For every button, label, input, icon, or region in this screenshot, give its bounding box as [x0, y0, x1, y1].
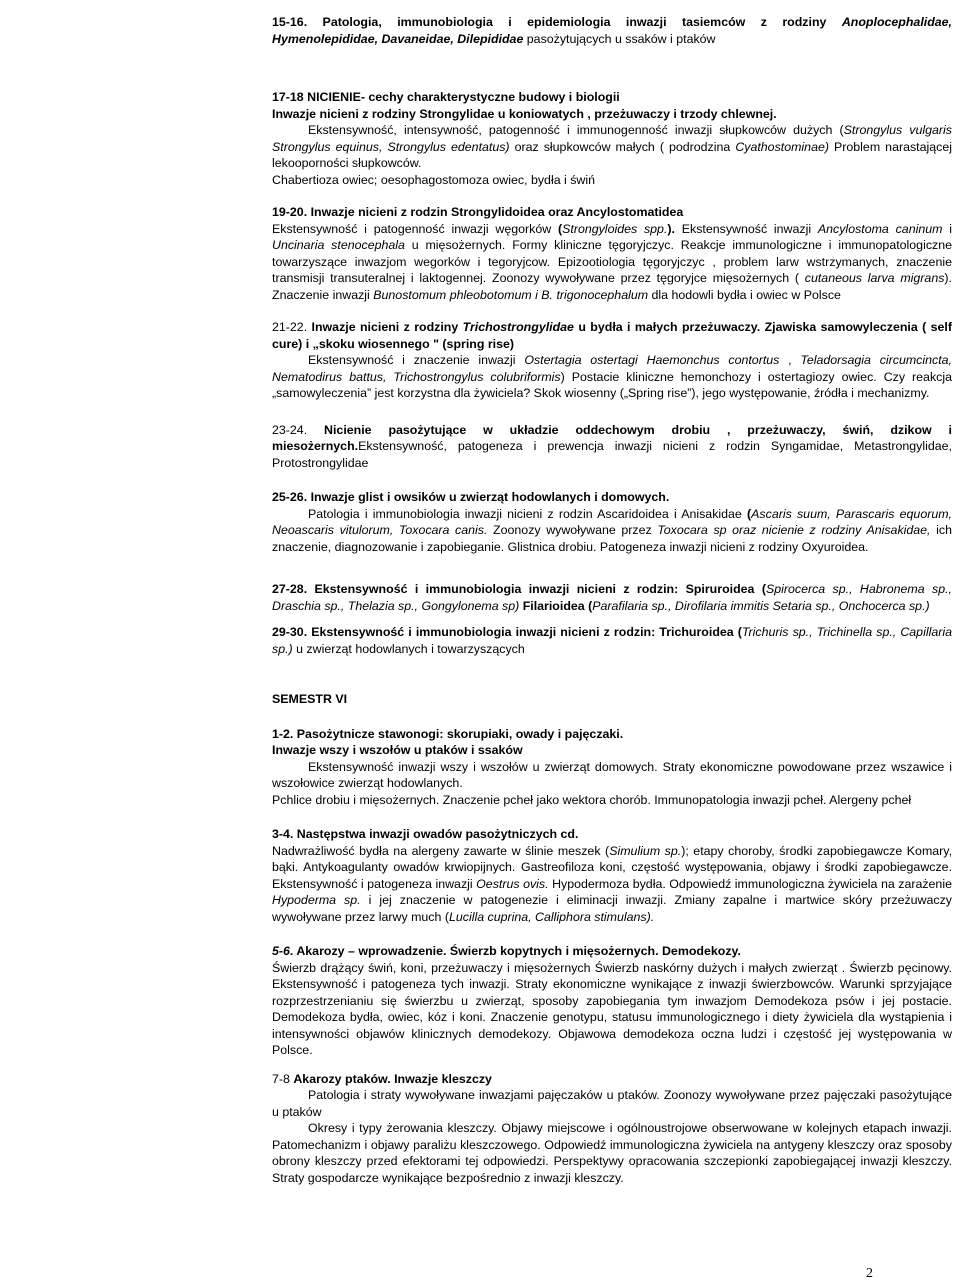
section-sem: [272, 691, 952, 708]
text-run: cutaneous larva migrans: [804, 271, 945, 285]
text-run: Ekstensywność i znaczenie inwazji: [308, 353, 525, 367]
text-run: Inwazje wszy i wszołów u ptaków i ssaków: [272, 743, 523, 757]
paragraph: [272, 960, 952, 1059]
paragraph: [272, 624, 952, 657]
section-s3: [272, 826, 952, 925]
text-run: 29-30. Ekstensywność i immunobiologia inwazji nicieni z rodzin: Trichuroidea (: [272, 625, 742, 639]
text-run: ); etapy choroby, środki zapobiegawcze Komary, bąki. Antykoagulanty owadów krwiopijnych. Gastreofiloza koni, częstość występowania, objawy i środki zapobiegawcze. Ekstensywność i patogeneza inwazji: [272, 843, 953, 891]
paragraph: [272, 204, 952, 221]
section-s27: [272, 581, 952, 614]
text-run: Oestrus ovis.: [476, 876, 549, 891]
text-run: Trichostrongylidae: [462, 320, 574, 334]
text-run: Hypoderma sp.: [272, 893, 361, 907]
text-run: Hypodermoza bydła. Odpowiedź immunologiczna żywiciela na zarażenie: [548, 876, 952, 891]
text-run: Akarozy ptaków. Inwazje kleszczy: [293, 1071, 492, 1086]
text-run: 27-28. Ekstensywność i immunobiologia inwazji nicieni z rodzin: Spiruroidea (: [272, 582, 766, 596]
text-run: 21-22.: [272, 320, 312, 334]
text-run: Ekstensywność, intensywność, patogenność i immunogenność inwazji słupkowców dużych (: [308, 123, 844, 137]
section-s15: [272, 14, 952, 47]
text-run: dla hodowli bydła i owiec w Polsce: [648, 287, 841, 302]
paragraph: [272, 319, 952, 352]
text-run: Trichuris sp., Trichinella sp., Capillaria sp.): [272, 625, 952, 656]
section-s23: [272, 422, 952, 472]
paragraph: [272, 106, 952, 123]
text-run: oraz słupkowców małych ( podrodzina: [509, 139, 736, 154]
text-run: Chabertioza owiec; oesophagostomoza owiec, bydła i świń: [272, 172, 596, 187]
paragraph: [272, 1087, 952, 1120]
section-s5: [272, 943, 952, 1059]
text-run: ,: [779, 353, 801, 367]
text-run: Simulium sp.: [609, 843, 682, 858]
text-run: pasożytujących u ssaków i ptaków: [523, 31, 716, 46]
text-run: 1-2. Pasożytnicze stawonogi: skorupiaki, owady i pajęczaki.: [272, 726, 624, 741]
text-run: Lucilla cuprina, Calliphora stimulans).: [448, 909, 655, 924]
text-run: 3-4. Następstwa inwazji owadów pasożytniczych cd.: [272, 827, 579, 841]
text-run: Patologia i immunobiologia inwazji nicieni z rodzin Ascaridoidea i Anisakidae: [308, 506, 748, 521]
paragraph: [272, 14, 952, 47]
text-run: Bunostomum phleobotomum i B. trigonocephalum: [373, 287, 649, 302]
text-run: Strongylus vulgaris Strongylus equinus, Strongylus edentatus): [272, 123, 952, 154]
section-s7: [272, 1071, 952, 1187]
text-run: ich znaczenie, diagnozowanie i zapobieganie. Glistnica drobiu. Patogeneza inwazji nicieni z rodziny Oxyuroidea.: [272, 523, 952, 554]
text-run: 15-16. Patologia, immunobiologia i epidemiologia inwazji tasiemców z rodziny: [272, 15, 842, 29]
text-run: Pchlice drobiu i mięsożernych. Znaczenie pcheł jako wektora chorób. Immunopatologia inwazji pcheł. Alergeny pcheł: [272, 792, 912, 807]
paragraph: [272, 581, 952, 614]
text-run: i: [942, 221, 952, 236]
text-run: Ascaris suum, Parascaris equorum, Neoascaris vitulorum, Toxocara canis.: [272, 506, 952, 537]
section-s19: [272, 204, 952, 303]
text-run: ).: [667, 221, 675, 236]
text-run: Ekstensywność i patogenność inwazji węgorków: [272, 221, 558, 236]
text-run: Ekstensywność inwazji: [674, 221, 818, 236]
text-run: 25-26. Inwazje glist i owsików u zwierząt hodowlanych i domowych.: [272, 490, 670, 504]
text-run: i jej znaczenie w patogenezie i eliminacji inwazji. Zmiany zapalne i martwice skóry przeżuwaczy wywoływane przez larwy much (: [272, 893, 952, 924]
text-run: Parafilaria sp., Dirofilaria immitis Setaria sp., Onchocerca sp.): [592, 598, 930, 613]
text-run: Okresy i typy żerowania kleszczy. Objawy miejscowe i ogólnoustrojowe obserwowane w kolejnych etapach inwazji. Patomechanizm i objawy paraliżu kleszczowego. Odpowiedź immunologiczna żywiciela na antygeny kleszczy oraz sposoby obrony kleszczy przed efektorami tej odpowiedzi. Perspektywy opracowania szczepionki zapobiegającej inwazji kleszczy. Straty gospodarcze wynikające bezpośrednio z inwazji kleszczy.: [272, 1121, 952, 1185]
text-run: Toxocara sp oraz nicienie z rodziny Anisakidae,: [657, 523, 931, 537]
text-run: Ancylostoma caninum: [817, 221, 943, 236]
text-run: (: [747, 506, 752, 521]
paragraph: [272, 122, 952, 172]
document-page: [272, 14, 952, 1186]
paragraph: [272, 726, 952, 743]
section-s1: [272, 726, 952, 809]
paragraph: [272, 943, 952, 960]
text-run: SEMESTR VI: [272, 692, 348, 706]
text-run: Świerzb drążący świń, koni, przeżuwaczy i mięsożernych Świerzb naskórny dużych i małych zwierząt . Świerzb pęcinowy. Ekstensywność i patogeneza tych inwazji. Straty ekonomiczne wynikające z inwazji świerzbowców. Warunki sprzyjające rozprzestrzenianiu się świerzbu u zwierząt, sposoby zapobiegania tym inwazjom Demodekoza psów i jej postacie. Demodekoza bydła, owiec, kóz i koni. Znaczenie genotypu, statusu immunologicznego i diety żywiciela dla wystąpienia i intensywności objawów klinicznych demodekozy. Objawowa demodekoza oczna ludzi i częstość jej występowania w Polsce.: [272, 960, 952, 1057]
text-run: (: [557, 221, 563, 236]
paragraph: [272, 742, 952, 759]
text-run: Patologia i straty wywoływane inwazjami pajęczaków u ptaków. Zoonozy wywoływane przez pajęczaki pasożytujące u ptaków: [272, 1088, 952, 1119]
paragraph: [272, 352, 952, 402]
paragraph: [272, 221, 952, 304]
text-run: Spirocerca sp., Habronema sp., Draschia sp., Thelazia sp., Gongylonema sp): [272, 582, 952, 613]
text-run: Anoplocephalidae, Hymenolepididae, Davaneidae, Dilepididae: [272, 15, 952, 46]
text-run: . Akarozy – wprowadzenie. Świerzb kopytnych i mięsożernych. Demodekozy.: [289, 944, 741, 958]
text-run: ) Postacie kliniczne hemonchozy i ostertagiozy owiec. Czy reakcja „samowyleczenia” jest korzystna dla żywiciela? Skok wiosenny („Spring rise”), jego występowanie, źródła i mechanizmy.: [272, 369, 952, 400]
text-run: Inwazje nicieni z rodziny Strongylidae u koniowatych , przeżuwaczy i trzody chlewnej.: [272, 106, 777, 121]
text-run: 5-6: [272, 944, 290, 958]
text-run: Nicienie pasożytujące w układzie oddechowym drobiu , przeżuwaczy, świń, dzikow i miesożernych.: [272, 422, 952, 453]
text-run: Ekstensywność inwazji wszy i wszołów u zwierząt domowych. Straty ekonomiczne powodowane przez wszawice i wszołowice zwierząt hodowlanych.: [272, 759, 952, 790]
section-s25: [272, 489, 952, 555]
text-run: 17-18 NICIENIE- cechy charakterystyczne budowy i biologii: [272, 90, 620, 104]
text-run: Inwazje nicieni z rodziny: [311, 320, 463, 334]
section-s21: [272, 319, 952, 402]
text-run: Teladorsagia circumcincta, Nematodirus battus, Trichostrongylus colubriformis: [272, 353, 952, 384]
paragraph: [272, 422, 952, 472]
paragraph: [272, 489, 952, 506]
text-run: ). Znaczenie inwazji: [272, 271, 952, 302]
text-run: 23-24.: [272, 422, 325, 437]
text-run: u mięsożernych. Formy kliniczne tęgoryjczyc. Reakcje immunologiczne i immunopatologiczne towarzyszące inwazjom wegorków i tegoryjcow. Epizootiologia tęgoryjczyc , problem larw wstrzymanych, znaczenie transmisji transuteralnej i laktogennej. Zoonozy wywoływane przez tęgoryjce mięsożernych (: [272, 238, 953, 285]
paragraph: [272, 826, 952, 843]
paragraph: [272, 506, 952, 556]
text-run: 19-20. Inwazje nicieni z rodzin Strongylidoidea oraz Ancylostomatidea: [272, 205, 684, 219]
paragraph: [272, 792, 952, 809]
text-run: Problem narastającej lekooporności słupkowców.: [272, 139, 952, 170]
text-run: Ekstensywność, patogeneza i prewencja inwazji nicieni z rodzin Syngamidae, Metastrongylidae, Protostrongylidae: [272, 439, 952, 470]
text-run: Cyathostominae): [735, 139, 829, 154]
paragraph: [272, 172, 952, 189]
paragraph: [272, 759, 952, 792]
paragraph: [272, 1071, 952, 1088]
text-run: Nadwrażliwość bydła na alergeny zawarte w ślinie meszek (: [272, 843, 610, 858]
section-s17: [272, 89, 952, 188]
text-run: Strongyloides spp.: [562, 221, 668, 236]
page-number: 2: [866, 1266, 873, 1281]
text-run: u bydła i małych przeżuwaczy. Zjawiska samowyleczenia ( self cure) i „skoku wiosennego " (spring rise): [272, 320, 953, 351]
text-run: Zoonozy wywoływane przez: [487, 523, 658, 537]
text-run: 7-8: [272, 1071, 294, 1086]
text-run: u zwierząt hodowlanych i towarzyszących: [292, 641, 525, 656]
paragraph: [272, 1120, 952, 1186]
paragraph: [272, 843, 952, 926]
section-s29: [272, 624, 952, 657]
text-run: Filarioidea (: [519, 598, 593, 613]
paragraph: [272, 89, 952, 106]
paragraph: [272, 691, 952, 708]
text-run: Ostertagia ostertagi Haemonchus contortus: [524, 353, 780, 367]
text-run: Uncinaria stenocephala: [272, 238, 405, 252]
